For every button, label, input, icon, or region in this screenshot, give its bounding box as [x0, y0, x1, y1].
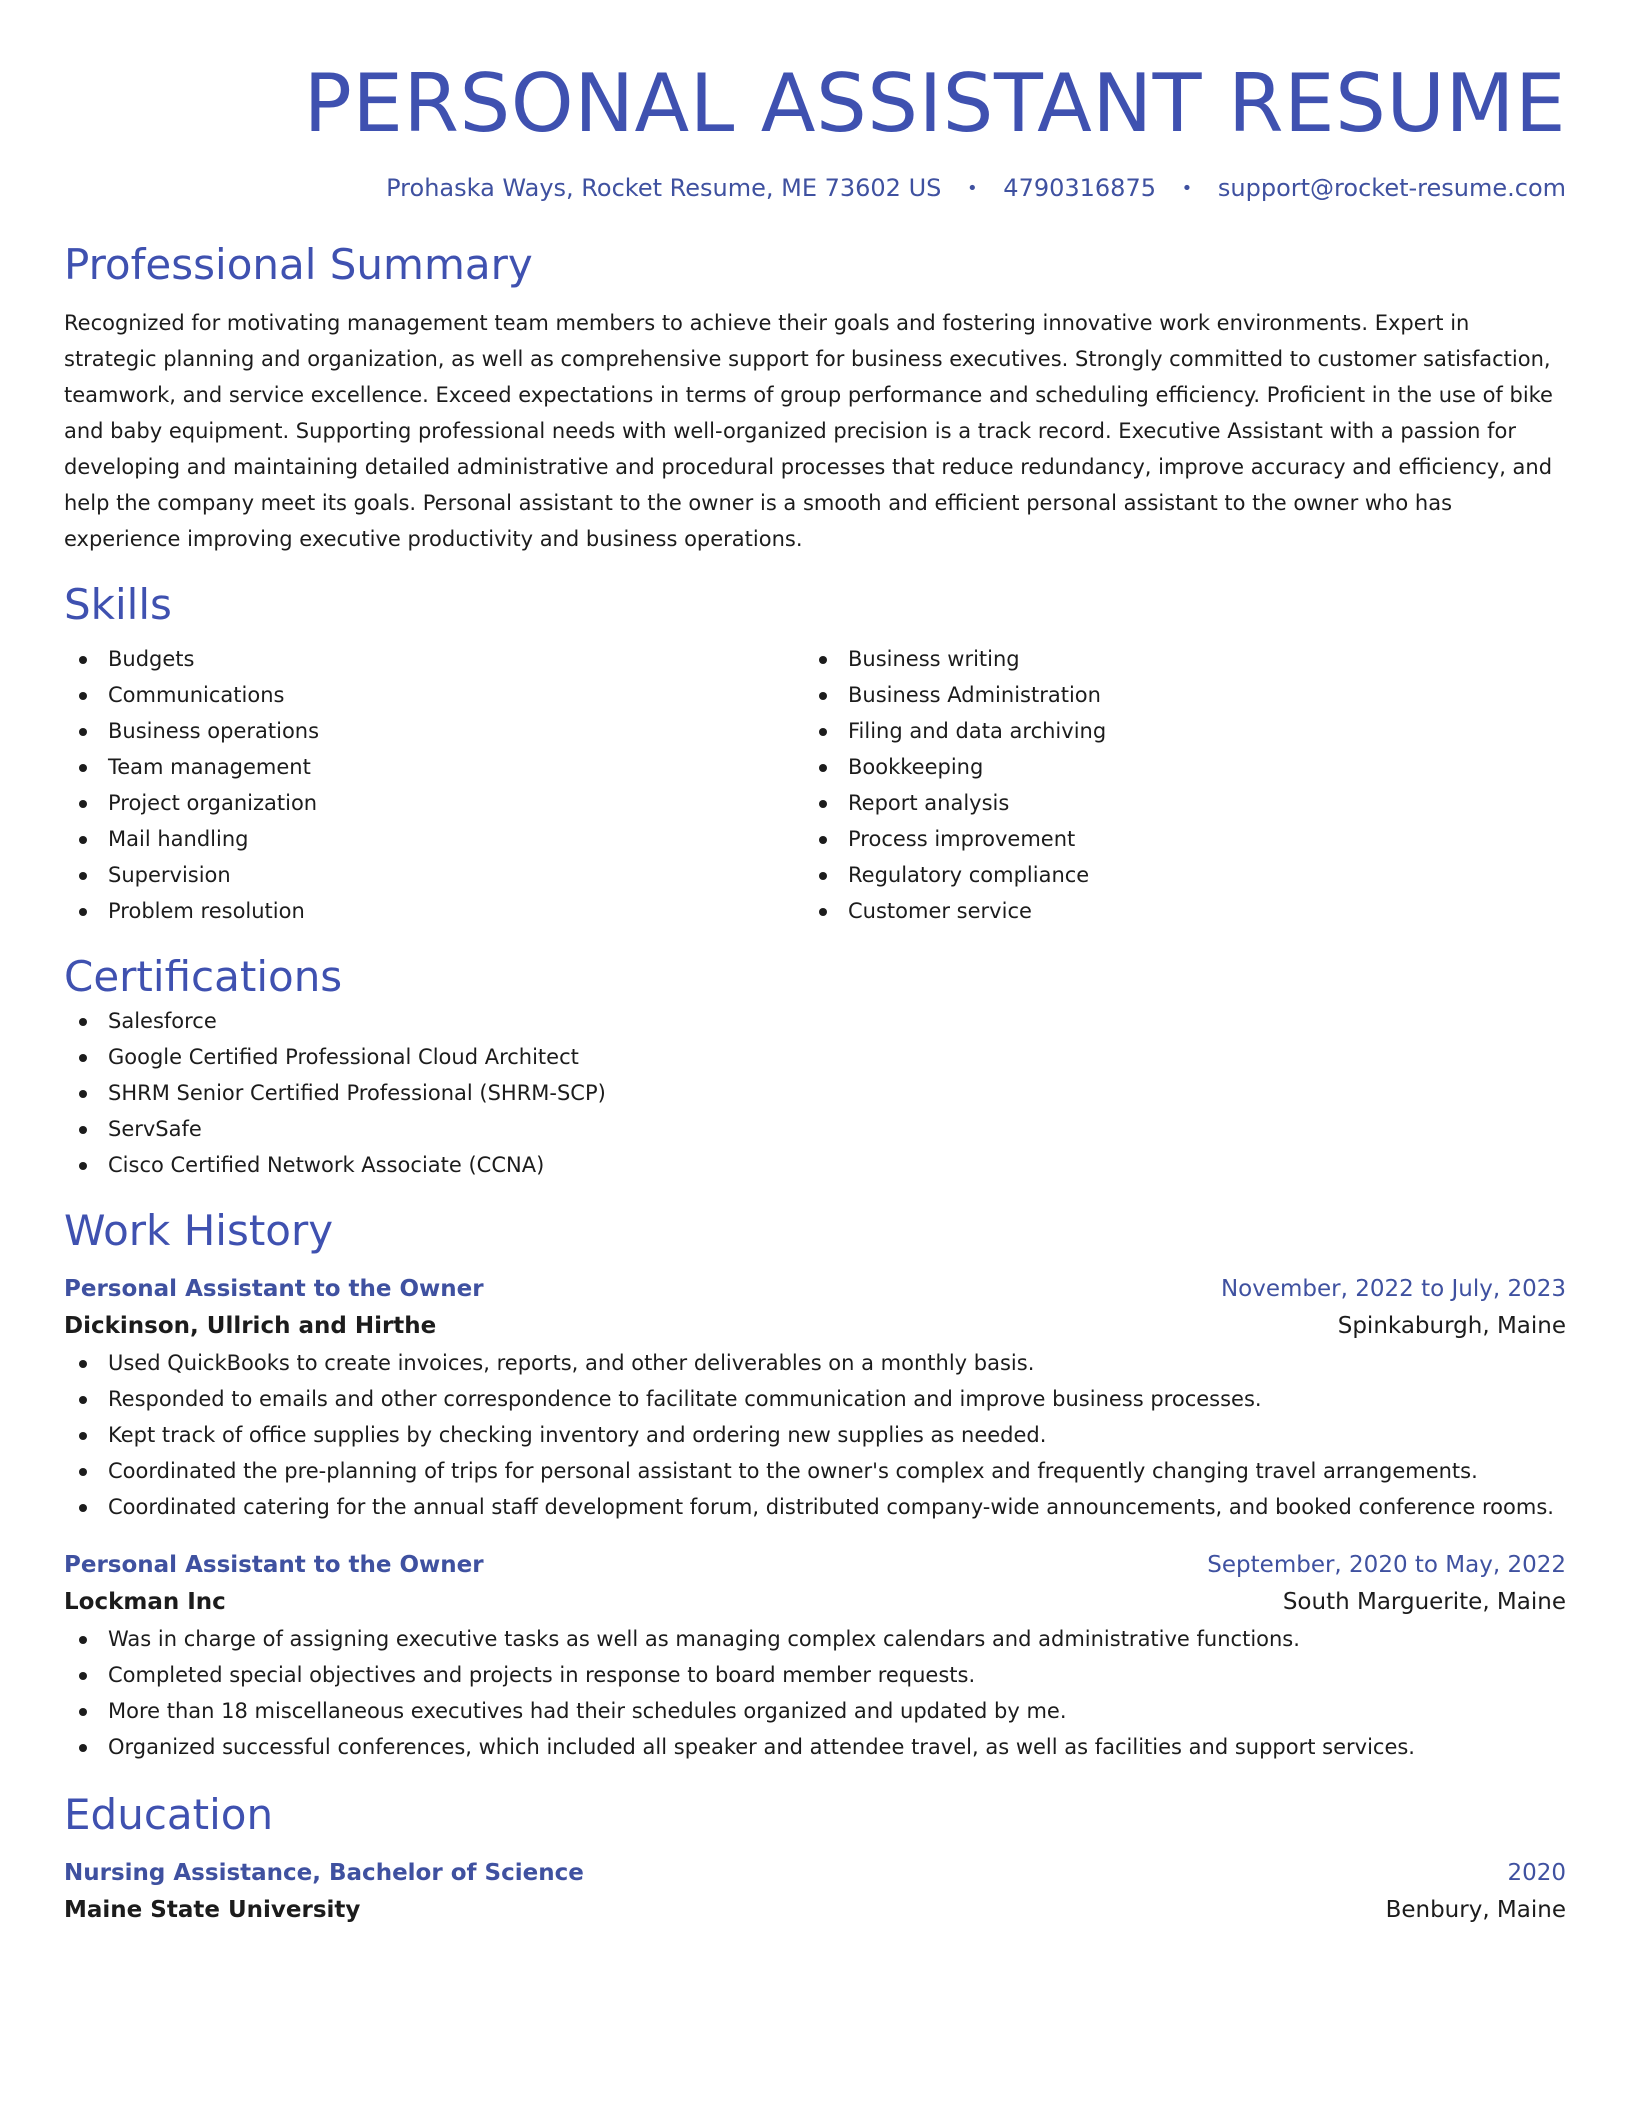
education-heading: Education — [64, 1790, 274, 1839]
job-bullet-text: Organized successful conferences, which included all speaker and attendee travel, as well as facilities and support services. — [108, 1735, 1415, 1759]
resume-page — [64, 0, 1566, 1929]
contact-line — [64, 172, 1566, 205]
job-bullet — [64, 1729, 1566, 1765]
skill-item — [64, 893, 804, 929]
skills-grid — [64, 641, 1566, 929]
certification-item-text: Cisco Certified Network Associate (CCNA) — [108, 1153, 545, 1177]
skill-item — [64, 785, 804, 821]
job-bullets — [64, 1621, 1566, 1765]
certification-item-text: Google Certified Professional Cloud Architect — [108, 1045, 579, 1069]
skill-item — [64, 749, 804, 785]
job-bullet-text: More than 18 miscellaneous executives had their schedules organized and updated by me. — [108, 1699, 1067, 1723]
skill-item-text: Business Administration — [848, 683, 1101, 707]
certification-item — [64, 1147, 1566, 1183]
job-entry — [64, 1271, 1566, 1525]
skill-item-text: Communications — [108, 683, 285, 707]
skill-item-text: Customer service — [848, 899, 1032, 923]
job-bullet — [64, 1621, 1566, 1657]
job-bullet-text: Was in charge of assigning executive tasks as well as managing complex calendars and administrative functions. — [108, 1627, 1300, 1651]
skill-item-text: Filing and data archiving — [848, 719, 1107, 743]
job-bullet-text: Kept track of office supplies by checking inventory and ordering new supplies as needed. — [108, 1423, 1047, 1447]
bullet-icon — [79, 1162, 87, 1170]
contact-phone: 4790316875 — [1003, 174, 1156, 202]
job-bullet — [64, 1417, 1566, 1453]
bullet-icon — [79, 908, 87, 916]
skills-list-left — [64, 641, 804, 929]
contact-email: support@rocket-resume.com — [1217, 174, 1566, 202]
skill-item-text: Budgets — [108, 647, 195, 671]
bullet-icon — [819, 908, 827, 916]
bullet-icon — [79, 836, 87, 844]
skill-item-text: Report analysis — [848, 791, 1010, 815]
education-year: 2020 — [1507, 1860, 1566, 1886]
job-company: Lockman Inc — [64, 1589, 226, 1615]
bullet-icon — [79, 1504, 87, 1512]
job-company-row — [64, 1583, 1566, 1621]
bullet-icon — [79, 764, 87, 772]
bullet-icon — [79, 1018, 87, 1026]
job-bullet — [64, 1657, 1566, 1693]
bullet-icon — [79, 692, 87, 700]
job-title: Personal Assistant to the Owner — [64, 1276, 484, 1302]
bullet-icon — [79, 1360, 87, 1368]
bullet-icon — [819, 656, 827, 664]
bullet-icon — [79, 872, 87, 880]
bullet-icon — [79, 1672, 87, 1680]
bullet-icon — [79, 728, 87, 736]
skill-item — [804, 713, 1544, 749]
certification-item — [64, 1039, 1566, 1075]
bullet-icon — [79, 656, 87, 664]
skill-item — [804, 893, 1544, 929]
skills-heading: Skills — [64, 580, 172, 629]
skill-item-text: Business operations — [108, 719, 320, 743]
resume-title: PERSONAL ASSISTANT RESUME — [303, 57, 1566, 150]
job-bullet-text: Completed special objectives and projects in response to board member requests. — [108, 1663, 976, 1687]
contact-address: Prohaska Ways, Rocket Resume, ME 73602 US — [386, 174, 942, 202]
work-history-heading: Work History — [64, 1206, 334, 1255]
certifications-list — [64, 1003, 1566, 1183]
summary-heading: Professional Summary — [64, 240, 533, 289]
job-bullet — [64, 1381, 1566, 1417]
certification-item — [64, 1075, 1566, 1111]
contact-separator: • — [967, 178, 978, 199]
job-header-row — [64, 1271, 1566, 1307]
skill-item-text: Business writing — [848, 647, 1020, 671]
skill-item-text: Project organization — [108, 791, 318, 815]
bullet-icon — [79, 1744, 87, 1752]
contact-separator: • — [1181, 178, 1193, 199]
certification-item-text: ServSafe — [108, 1117, 202, 1141]
bullet-icon — [819, 764, 827, 772]
job-bullet — [64, 1489, 1566, 1525]
skill-item-text: Team management — [108, 755, 311, 779]
skills-list-right — [804, 641, 1544, 929]
bullet-icon — [79, 1396, 87, 1404]
skill-item — [64, 677, 804, 713]
bullet-icon — [819, 728, 827, 736]
skill-item — [64, 713, 804, 749]
summary-text: Recognized for motivating management team members to achieve their goals and fostering innovative work environments. Expert in strategic planning and organization, as well as comprehensive support for business executives. Strongly committed to customer satisfaction, teamwork, and service excellence. Exceed expectations in terms of group performance and scheduling efficiency. Proficient in the use of bike and baby equipment. Supporting professional needs with well-organized precision is a track record. Executive Assistant with a passion for developing and maintaining detailed administrative and procedural processes that reduce redundancy, improve accuracy and efficiency, and help the company meet its goals. Personal assistant to the owner is a smooth and efficient personal assistant to the owner who has experience improving executive productivity and business operations. — [64, 311, 1553, 551]
job-bullet-text: Responded to emails and other correspondence to facilitate communication and improve business processes. — [108, 1387, 1262, 1411]
skill-item — [64, 641, 804, 677]
skill-item — [804, 749, 1544, 785]
skill-item-text: Mail handling — [108, 827, 249, 851]
bullet-icon — [819, 692, 827, 700]
job-location: Spinkaburgh, Maine — [1337, 1313, 1566, 1339]
skill-item-text: Regulatory compliance — [848, 863, 1090, 887]
skill-item — [804, 857, 1544, 893]
bullet-icon — [79, 1432, 87, 1440]
bullet-icon — [79, 1090, 87, 1098]
bullet-icon — [819, 800, 827, 808]
education-school-row — [64, 1891, 1566, 1929]
skill-item-text: Process improvement — [848, 827, 1076, 851]
job-header-row — [64, 1547, 1566, 1583]
certification-item-text: SHRM Senior Certified Professional (SHRM-SCP) — [108, 1081, 606, 1105]
skill-item — [804, 785, 1544, 821]
bullet-icon — [819, 872, 827, 880]
bullet-icon — [79, 1636, 87, 1644]
job-bullet — [64, 1345, 1566, 1381]
job-bullet-text: Used QuickBooks to create invoices, reports, and other deliverables on a monthly basis. — [108, 1351, 1035, 1375]
bullet-icon — [79, 800, 87, 808]
skill-item — [804, 821, 1544, 857]
skill-item — [64, 857, 804, 893]
job-bullet-text: Coordinated the pre-planning of trips for personal assistant to the owner's complex and frequently changing travel arrangements. — [108, 1459, 1478, 1483]
skills-column-left — [64, 641, 804, 929]
certifications-heading: Certifications — [64, 952, 343, 1001]
education-degree: Nursing Assistance, Bachelor of Science — [64, 1860, 584, 1886]
bullet-icon — [79, 1708, 87, 1716]
job-bullet — [64, 1453, 1566, 1489]
bullet-icon — [819, 836, 827, 844]
skill-item-text: Problem resolution — [108, 899, 305, 923]
certification-item — [64, 1111, 1566, 1147]
education-school: Maine State University — [64, 1897, 361, 1923]
education-entry — [64, 1855, 1566, 1929]
job-dates: November, 2022 to July, 2023 — [1220, 1276, 1566, 1302]
skill-item — [64, 821, 804, 857]
job-entry — [64, 1547, 1566, 1765]
skill-item — [804, 677, 1544, 713]
bullet-icon — [79, 1126, 87, 1134]
education-header-row — [64, 1855, 1566, 1891]
skill-item-text: Bookkeeping — [848, 755, 984, 779]
skill-item-text: Supervision — [108, 863, 231, 887]
education-location: Benbury, Maine — [1385, 1897, 1566, 1923]
job-location: South Marguerite, Maine — [1282, 1589, 1566, 1615]
bullet-icon — [79, 1468, 87, 1476]
job-bullets — [64, 1345, 1566, 1525]
skills-column-right — [804, 641, 1544, 929]
skill-item — [804, 641, 1544, 677]
certification-item — [64, 1003, 1566, 1039]
bullet-icon — [79, 1054, 87, 1062]
job-company: Dickinson, Ullrich and Hirthe — [64, 1313, 437, 1339]
job-bullet-text: Coordinated catering for the annual staff development forum, distributed company-wide announcements, and booked conference rooms. — [108, 1495, 1554, 1519]
certification-item-text: Salesforce — [108, 1009, 217, 1033]
job-bullet — [64, 1693, 1566, 1729]
job-company-row — [64, 1307, 1566, 1345]
job-dates: September, 2020 to May, 2022 — [1207, 1552, 1566, 1578]
job-title: Personal Assistant to the Owner — [64, 1552, 484, 1578]
